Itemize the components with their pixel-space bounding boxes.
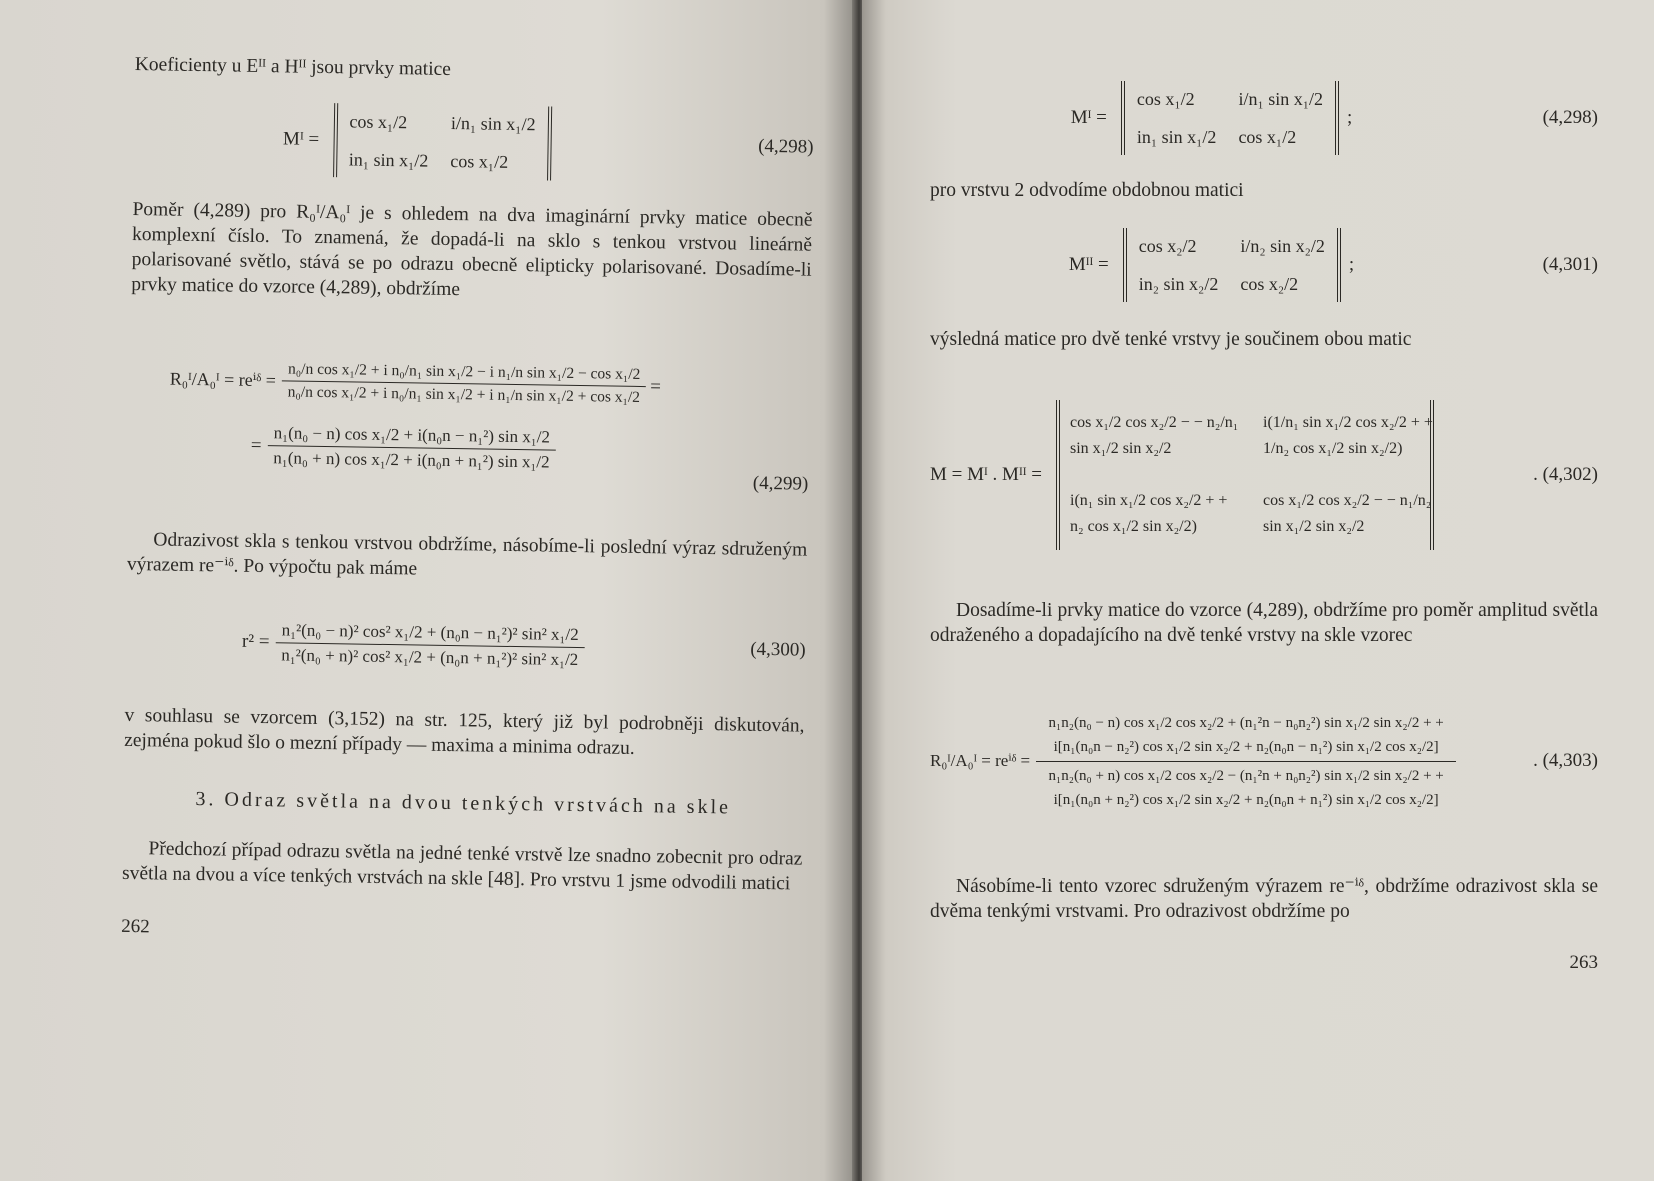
equation-4-299: R₀ᴵ/A₀ᴵ = reⁱᵟ = n₀/n cos x₁/2 + i n₀/n₁ sin x₁/2 − i n₁/n sin x₁/2 − cos x₁/2 n₀/n cos x₁/2 + i n₀/n₁ sin x₁/2 + i n₁/n sin x₁/2 + cos x₁/2 = = $\frac{\text{n₁(n₀ − n) cos x₁/2 + i(n₀n − n₁²) sin x₁/2}}{\text{n₁(n₀ + n) cos x₁/2 + i(n₀n + n₁²) sin x₁/2}}$ (4,299) [128,305,811,530]
equation-lhs: M = Mᴵ . Mᴵᴵ = [930,464,1042,485]
equation-lhs: Mᴵᴵ = [1068,254,1109,275]
equation-number: . (4,302) [1533,464,1598,485]
matrix-m1 [1121,81,1339,155]
equation-number: (4,298) [758,135,814,158]
matrix-cell: cos x₁/2 [1238,127,1297,147]
matrix-cell: i(1/n₁ sin x₁/2 cos x₂/2 + + 1/n₂ cos x₁/2 sin x₂/2) [1263,414,1433,457]
paragraph: Dosadíme-li prvky matice do vzorce (4,289), obdržíme pro poměr amplitud světla odraženého a dopadajícího na dvě tenké vrstvy na skle vzorec [930,600,1598,646]
matrix-cell: cos x₁/2 [1136,89,1195,109]
matrix-product [1056,400,1434,550]
equation-4-303 [930,656,1598,866]
matrix-cell: i/n₁ sin x₁/2 [1238,89,1323,109]
equation-lhs: Mᴵ = [1070,107,1107,128]
equation-number: (4,299) [752,472,809,495]
equation-4-298-repeat [930,66,1598,170]
fraction-numerator: n₀/n cos x₁/2 + i n₀/n₁ sin x₁/2 − i n₁/n sin x₁/2 − cos x₁/2 [287,360,641,383]
fraction [275,618,585,672]
equation-tail: ; [1348,254,1355,275]
fraction [1036,709,1456,814]
equation-4-300 [125,585,807,706]
matrix-cell: in₁ sin x₁/2 [1136,127,1217,147]
matrix-cell: in₁ sin x₁/2 [348,149,429,171]
equation-number: . (4,303) [1533,750,1598,771]
matrix-m2 [1123,228,1341,302]
equation-lhs: Mᴵ = [282,128,320,150]
matrix-m1 [333,103,552,180]
fraction-denominator: n₀/n cos x₁/2 + i n₀/n₁ sin x₁/2 + i n₁/n sin x₁/2 + cos x₁/2 [282,380,647,409]
fraction-numerator: n₁(n₀ − n) cos x₁/2 + i(n₀n − n₁²) sin x₁/2 [273,423,551,447]
fraction-numerator: n₁²(n₀ − n)² cos² x₁/2 + (n₀n − n₁²)² sin² x₁/2 [281,619,579,644]
paragraph: Poměr (4,289) pro R₀ᴵ/A₀ᴵ je s ohledem na dva imaginární prvky matice obecně komplexní číslo. To znamená, že dopadá-li na sklo s tenkou vrstvou lineárně polarisované světlo, stává se po odrazu obecně elipticky polarisované. Dosadíme-li prvky matice do vzorce (4,289), obdržíme [131,198,813,301]
equation-number: (4,298) [1542,107,1598,128]
equation-4-302 [930,360,1598,590]
matrix-cell: cos x₁/2 cos x₂/2 − − n₂/n₁ sin x₁/2 sin x₂/2 [1070,414,1239,457]
matrix-cell: i(n₁ sin x₁/2 cos x₂/2 + + n₂ cos x₁/2 sin x₂/2) [1070,492,1228,535]
paragraph: pro vrstvu 2 odvodíme obdobnou matici [930,180,1244,201]
matrix-cell: i/n₂ sin x₂/2 [1240,236,1325,256]
fraction-denominator: n₁n₂(n₀ + n) cos x₁/2 cos x₂/2 − (n₁²n + n₀n₂²) sin x₁/2 sin x₂/2 + + i[n₁(n₀n + n₂²) cos x₁/2 sin x₂/2 + n₂(n₀n + n₁²) sin x₁/2 cos x₂/2] [1036,761,1456,814]
equation-number: (4,300) [750,638,806,661]
equation-number: (4,301) [1542,254,1598,275]
matrix-cell: cos x₁/2 [450,150,509,172]
equation-lhs: R₀ᴵ/A₀ᴵ = reⁱᵟ = [169,368,277,391]
paragraph: Odrazivost skla s tenkou vrstvou obdržíme, násobíme-li poslední výraz sdruženým výrazem re⁻ⁱᵟ. Po výpočtu pak máme [126,529,808,580]
equation-4-298 [133,85,815,200]
matrix-cell: cos x₂/2 [1138,236,1197,256]
paragraph: Předchozí případ odrazu světla na jedné tenké vrstvě lze snadno zobecnit pro odraz světla na dvou a více tenkých vrstvách na skle [48]. Pro vrstvu 1 jsme odvodili matici [121,838,803,895]
equation-4-301 [930,211,1598,319]
fraction [267,421,556,475]
matrix-cell: cos x₁/2 [349,111,408,133]
paragraph: v souhlasu se vzorcem (3,152) na str. 125, který již byl podrobněji diskutován, zejména pokud šlo o mezní případy — maxima a minima odrazu. [124,704,805,759]
paragraph: Násobíme-li tento vzorec sdruženým výrazem re⁻ⁱᵟ, obdržíme odrazivost skla se dvěma tenkými vrstvami. Pro odrazivost obdržíme po [930,876,1598,922]
fraction-numerator: n₁n₂(n₀ − n) cos x₁/2 cos x₂/2 + (n₁²n − n₀n₂²) sin x₁/2 sin x₂/2 + + i[n₁(n₀n − n₂²) cos x₁/2 sin x₂/2 + n₂(n₀n − n₁²) sin x₁/2 cos x₂/2] [1048,714,1444,755]
matrix-cell: cos x₁/2 cos x₂/2 − − n₁/n₂ sin x₁/2 sin x₂/2 [1263,492,1432,535]
fraction-denominator: n₁²(n₀ + n)² cos² x₁/2 + (n₀n + n₁²)² sin² x₁/2 [275,642,584,672]
page-number: 263 [1569,952,1598,973]
page-number: 262 [121,915,150,938]
right-page-content [930,66,1598,974]
matrix-cell: cos x₂/2 [1240,274,1299,294]
paragraph: výsledná matice pro dvě tenké vrstvy je součinem obou matic [930,329,1412,350]
matrix-cell: in₂ sin x₂/2 [1138,274,1219,294]
equation-tail: ; [1347,107,1353,128]
section-heading: 3. Odraz světla na dvou tenkých vrstvách na skle [195,788,732,819]
left-page-content [121,52,815,949]
right-page [862,0,1654,1181]
intro-text: Koeficienty u Eᴵᴵ a Hᴵᴵ jsou prvky matice [134,53,452,80]
fraction [282,358,647,409]
fraction-denominator: n₁(n₀ + n) cos x₁/2 + i(n₀n + n₁²) sin x₁/2 [267,445,556,475]
equation-lhs: r² = [241,630,270,653]
equation-lhs: R₀ᴵ/A₀ᴵ = reⁱᵟ = [930,751,1031,770]
matrix-cell: i/n₁ sin x₁/2 [450,112,536,135]
